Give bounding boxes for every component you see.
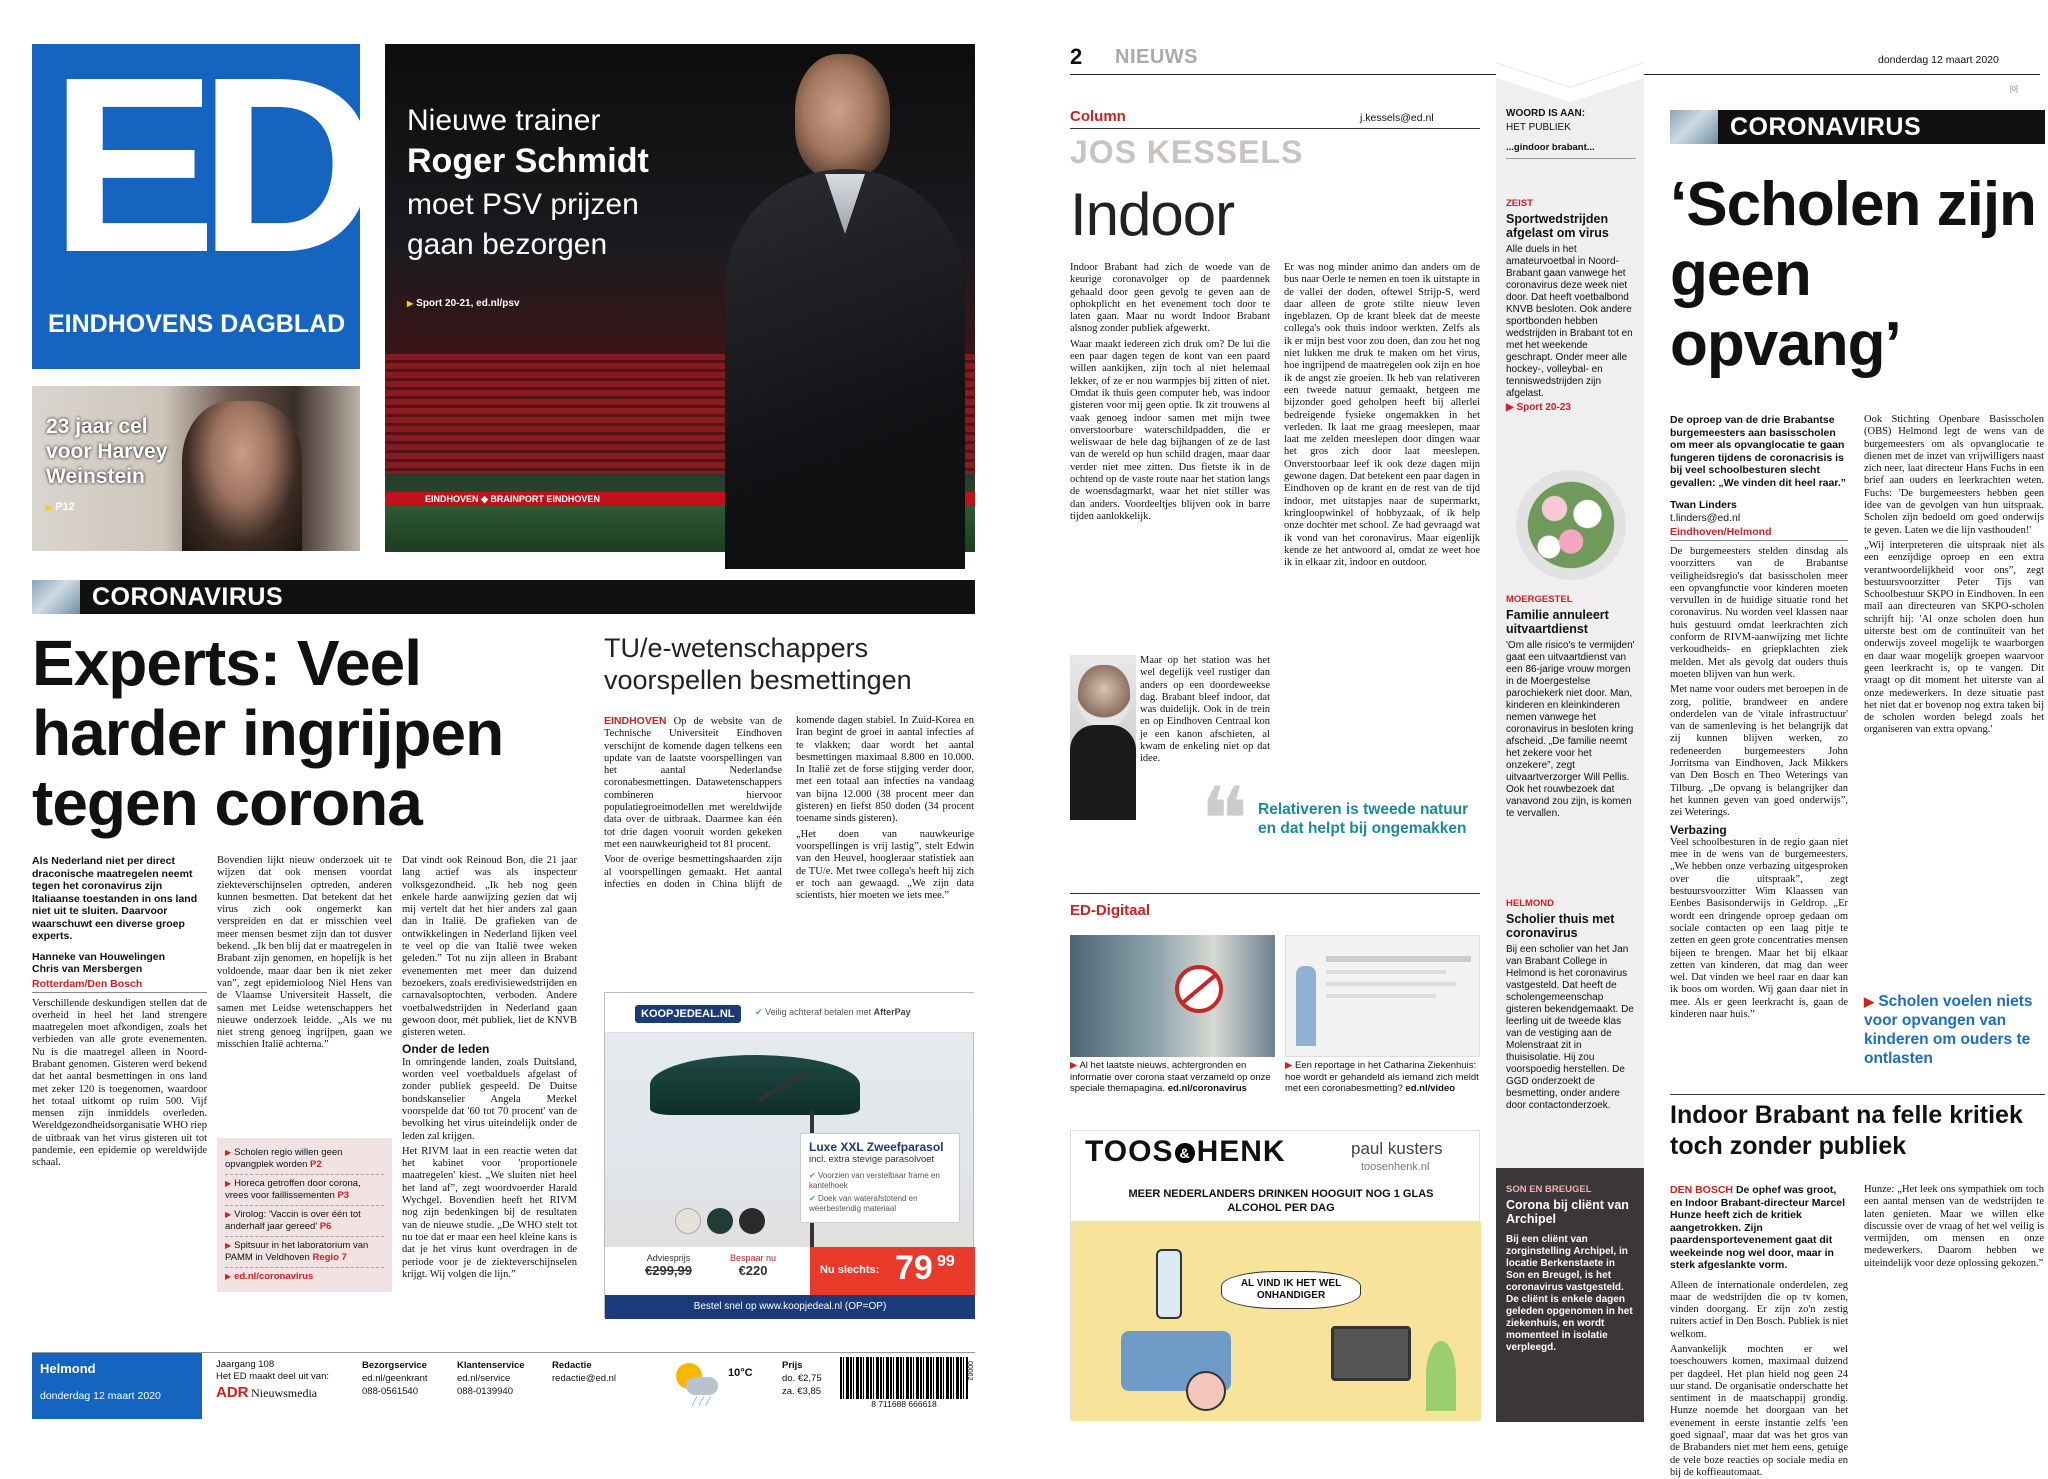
indoor-lead: De ophef was groot, en Indoor Brabant-directeur Marcel Hunze heeft zich de kritiek aangetrokken. Zijn paardensportevenement gaat dit weekeinde nog wel door, maar in sterk afgeslankte vorm. (1670, 1184, 1846, 1271)
section-bar-coronavirus-2 (1670, 110, 2045, 144)
scholen-subhead: Verbazing (1670, 822, 1727, 837)
toc-item[interactable]: ▶ Spitsuur in het laboratorium van PAMM in Veldhoven Regio 7 (225, 1237, 384, 1268)
virus-thumbnail (32, 580, 80, 614)
hero-line3: moet PSV prijzen (407, 188, 639, 221)
tue-body-2: Voor de overige besmettingshaarden zijn al voorspellingen gemaakt. Het aantal infecties en doden in China blijft de komende dagen stabiel. In Zuid-Korea en Iran begint de groei in aantal infecties af te vlakken; daar wordt het aantal besmettingen maximaal 8.800 en 10.000. In Italië zet de forse stijging verder door, met een totaal aan infecties na vandaag van bijna 12.000 (38 procent meer dan gisteren) en liefst 850 doden (34 procent toename sinds gisteren). (604, 715, 974, 890)
ad-product-sub: incl. extra stevige parasolvoet (809, 1154, 935, 1165)
footer-klant[interactable]: Klantenservice ed.nl/service 088-0139940 (457, 1360, 525, 1397)
main-body-3: Dat vindt ook Reinoud Bon, die 21 jaar lang actief was als inspecteur volksgezondheid. „Ik heb nog geen enkele harde aanwijzing gezien dat wij mij vertelt dat het hier anders zal gaan dan in Italië. De grafieken van de ontwikkelingen in Nederland lijken veel te veel op die van Italië twee weken geleden.” Tot nu zijn alleen in Brabant evenementen met meer dan duizend bezoekers, zoals eredivisiewedstrijden en carnavalsoptochten, verboden. Andere voetbalwedstrijden in Nederland gaan gewoon door, mét publiek, liet de KNVB gisteren weten. (402, 855, 577, 1039)
cartoon-drawing (1071, 1221, 1481, 1421)
page-date: donderdag 12 maart 2020 (1878, 54, 1999, 66)
hero-psv[interactable] (385, 44, 975, 552)
page-section: NIEUWS (1115, 46, 1198, 68)
woord-box: WOORD IS AAN: HET PUBLIEK ...gindoor brabant... (1506, 108, 1636, 159)
cartoon-site: toosenhenk.nl (1361, 1161, 1430, 1173)
cartoon-caption: MEER NEDERLANDERS DRINKEN HOOGUIT NOG 1 GLAS ALCOHOL PER DAG (1128, 1188, 1434, 1214)
hero-line1: Nieuwe trainer (407, 104, 601, 137)
masthead-name: EINDHOVENS DAGBLAD (48, 310, 346, 338)
column-email[interactable]: j.kessels@ed.nl (1360, 112, 1434, 124)
weinstein-photo (182, 401, 302, 551)
tue-headline[interactable]: TU/e-wetenschappers voorspellen besmettingen (604, 633, 912, 695)
main-article (32, 855, 207, 1170)
toc-item[interactable]: ▶ Scholen regio willen geen opvangplek worden P2 (225, 1144, 384, 1175)
front-page (0, 0, 1010, 1470)
side-item-moergestel: MOERGESTEL Familie annuleert uitvaartdienst 'Om alle risico's te vermijden' gaat een uitvaartdienst van een 86-jarige vrouw morgen in de Moergestelse parochiekerk niet door. Man, kinderen en kleinkinderen nemen vanwege het coronavirus in besloten kring afscheid. „De familie neemt het zekere voor het onzekere”, zegt uitvaartverzorger Will Pellis. Ook het rouwbezoek dat vanavond zou zijn, is komen te vervallen. (1506, 594, 1635, 819)
main-place: Rotterdam/Den Bosch (32, 978, 207, 993)
main-article-col3 (402, 855, 577, 1325)
column-body-left (1070, 262, 1270, 657)
indoor-body-2: Aanvankelijk mochten er wel toeschouwers komen, maximaal duizend per dagdeel. Het plan hield nog geen 24 uur stand. De organisatie onderschatte het sentiment in de maatschappij grondig. Hunze noemde het doorgaan van het evenement in eerste instantie zelfs 'een goed signaal', maar dat was het gros van de Brabanders niet met hem eens, getuige de vele boze reacties op sociale media en bij de koffieautomaat. (1670, 1343, 1848, 1478)
ad-product-box (800, 1133, 960, 1223)
sidebar-chevron (1496, 62, 1644, 102)
indoor-left (1670, 1184, 1848, 1478)
column-rule (1070, 128, 1480, 129)
section-title: CORONAVIRUS (92, 582, 284, 611)
advertisement[interactable] (604, 992, 974, 1318)
main-byline: Hanneke van Houwelingen Chris van Mersbergen (32, 950, 166, 975)
side-item-zeist: ZEIST Sportwedstrijden afgelast om virus Alle duels in het amateurvoetbal in Noord-Brabant gaan vanwege het coronavirus deze week niet door. Dat heeft voetbalbond KNVB besloten. Ook andere sportbonden hebben wedstrijden in Brabant tot en met het weekende geschrapt. Onder meer alle hockey-, volleybal- en tenniswedstrijden zijn afgelast. ▶ Sport 20-23 (1506, 198, 1633, 413)
toc-box (217, 1138, 392, 1292)
column-kicker: Column (1070, 108, 1126, 125)
side-item-son: SON EN BREUGEL Corona bij cliënt van Archipel Bij een cliënt van zorginstelling Archipel, in locatie Berkenstaete in Son en Breugel, is het coronavirus vastgesteld. De cliënt is enkele dagen geleden opgenomen in het ziekenhuis, en wordt momenteel in isolatie verpleegd. (1496, 1168, 1644, 1422)
digitaal-header: ED-Digitaal (1070, 902, 1151, 919)
column-body-1: Indoor Brabant had zich de woede van de keurige coronavolger op de paardennek gehaald door geen gevolg te geven aan de ophokplicht en het evenement toch door te laten gaan. Maar nu wordt Indoor Brabant alsnog zonder publiek afgewerkt. (1070, 262, 1270, 335)
tue-article (604, 715, 974, 960)
weinstein-title: 23 jaar cel voor Harvey Weinstein (46, 415, 168, 488)
scholen-place: Eindhoven/Helmond (1670, 526, 1848, 541)
section-title-2: CORONAVIRUS (1730, 112, 1922, 141)
toc-item[interactable]: ▶ Horeca getroffen door corona, vrees voor faillissementen P3 (225, 1175, 384, 1206)
scholen-author: Twan Linders (1670, 499, 1737, 511)
toc-item[interactable]: ▶ Virolog: 'Vaccin is over één tot anderhalf jaar gereed' P6 (225, 1206, 384, 1237)
masthead-logo: ED (50, 25, 362, 304)
hero-ref: ▶ Sport 20-21, ed.nl/psv (407, 298, 520, 309)
digitaal-photo-1[interactable] (1070, 935, 1275, 1057)
author-photo (1070, 655, 1136, 820)
main-body-5: Het RIVM laat in een reactie weten dat het kabinet voor 'proportionele maatregelen' kiest. „We sluiten niet heel het land af”, zegt woordvoerder Harald Wychgel. Bovendien heeft het RIVM nog zijn bedenkingen bij de resultaten van de nieuwe studie. „De WHO stelt tot nu toe dat er maar een heel kleine kans is dat je het virus kunt overdragen in de periode voor je de ziekteverschijnselen krijgt. Wij volgen die lijn.” (402, 1145, 577, 1280)
main-body-1: Verschillende deskundigen stellen dat de overheid in heel het land strengere maatregelen moet afkondigen, zoals het verbieden van alle grote evenementen. Nu is die maatregel alleen in Noord-Brabant genomen. Gisteren werd bekend dat het aantal besmettingen in ons land met zeker 120 is toegenomen, waardoor het totaal uitkomt op ruim 500. Vijf mensen zijn inmiddels overleden. Wereldgezondheidsorganisatie WHO riep de uitbraak van het virus gisteren uit tot pandemie, een epidemie op wereldwijde schaal. (32, 997, 207, 1169)
footer-bezorg[interactable]: Bezorgservice ed.nl/geenkrant 088-0561540 (362, 1360, 428, 1397)
footer-redactie[interactable]: Redactie redactie@ed.nl (552, 1360, 617, 1384)
scholen-pullquote: ▶ Scholen voelen niets voor opvangen van kinderen om ouders te ontlasten (1864, 993, 2033, 1067)
scholen-right (1864, 414, 2044, 984)
column-quote: Relativeren is tweede natuur en dat helpt bij ongemakken (1258, 801, 1469, 837)
cartoon-bubble: AL VIND IK HET WEL ONHANDIGER (1221, 1271, 1361, 1309)
ad-price: Nu slechts: 79 99 (810, 1247, 975, 1295)
flowers-photo (1516, 470, 1626, 580)
column-body-photo-wrap (1140, 655, 1270, 773)
indoor-body-1: Alleen de internationale onderdelen, zeg maar de wedstrijden die op tv komen, vinden doorgang. Er zijn zo'n zestig ruiters actief in Den Bosch. Publiek is niet welkom. (1670, 1279, 1848, 1340)
column-body-right (1284, 262, 1480, 772)
scholen-lead: De oproep van de drie Brabantse burgemeesters aan basisscholen om meer als opvanglocatie te gaan fungeren tijdens de coronacrisis is bij veel schoolbesturen slecht gevallen: „We vinden dit heel raar.” (1670, 414, 1847, 489)
scholen-headline[interactable]: ‘Scholen zijn geen opvang’ (1670, 170, 2036, 379)
main-article-col2 (217, 855, 392, 1155)
ad-feature-1: ✔ Voorzien van verstelbaar frame en kantelhoek (809, 1171, 940, 1190)
ad-feature-2: ✔ Doek van waterafstotend en weerbestendig materiaal (809, 1194, 918, 1213)
color-swatch-black[interactable] (739, 1208, 765, 1234)
scholen-left (1670, 414, 1848, 1020)
tue-place: EINDHOVEN (604, 715, 667, 727)
indoor-place: DEN BOSCH (1670, 1184, 1734, 1196)
weather-temp: 10°C (728, 1367, 753, 1379)
ad-pay: ✔ Veilig achteraf betalen met AfterPay (755, 1007, 911, 1017)
hero-line4: gaan bezorgen (407, 228, 608, 261)
indoor-rule (1670, 1094, 2045, 1095)
side-item-helmond: HELMOND Scholier thuis met coronavirus Bij een scholier van het Jan van Brabant College in Helmond is het coronavirus vastgesteld. Dat heeft de scholengemeenschap gisteren bekendgemaakt. De leerling uit de tweede klas van de vestiging aan de Molenstraat zit in thuisisolatie. Hij zou voorspoedig herstellen. De GGD onderzoekt de besmetting, onder andere door contactonderzoek. (1506, 898, 1634, 1111)
parasol-image (650, 1055, 860, 1115)
digitaal-caption-2: ▶ Een reportage in het Catharina Ziekenhuis: hoe wordt er gehandeld als iemand zich meldt met een coronabesmetting? ed.nl/video (1285, 1060, 1479, 1094)
ad-product: Luxe XXL Zweefparasol (809, 1140, 944, 1154)
main-body-4: In omringende landen, zoals Duitsland, worden veel voetbalduels afgelast of zonder publiek gespeeld. De Duitse bondskanselier Angela Merkel voorspelde dat '60 tot 70 procent' van de bevolking het virus uiteindelijk onder de leden zal krijgen. (402, 1056, 577, 1142)
column-body-2: Waar maakt iedereen zich druk om? De lui die een paar dagen tegen de kont van een paard willen aankijken, zijn toch al niet helemaal lekker, of ze er nou warmpjes bij zitten of niet. Omdat ik thuis geen computer heb, was indoor gisteren voor mij geen optie. Ik zit trouwens al vaak genoeg indoor samen met mijn twee onverstoorbare waterschildpadden, die er weliswaar de hele dag bijhangen of ze de last van de wereld op hun schild dragen, maar daar verder niet mee zitten. Dus fietste ik in de ochtend op de vaste route naar het station langs de woensdagmarkt, waar het niet stiller was dan anders. Voordeeltjes blijven ook in barre tijden aanlokkelijk. (1070, 338, 1270, 522)
footer-edition: Helmond donderdag 12 maart 2020 (32, 1353, 202, 1419)
color-swatch-green[interactable] (707, 1208, 733, 1234)
footer-publisher: Jaargang 108 Het ED maakt deel uit van: ADR Nieuwsmedia (216, 1359, 329, 1401)
main-subhead: Onder de leden (402, 1042, 490, 1057)
scholen-body-3: Veel schoolbesturen in de regio gaan niet mee in de wens van de burgemeesters. „We hebben onze verbazing uitgesproken over die uitspraak”, zegt bestuursvoorzitter Wim Klaassen van Eenbes Basisonderwijs in Geldrop. „Er wordt een dringende oproep gedaan om sociale contacten op een laag pitje te zetten en geen grote concentraties mensen bijeen te brengen. Maar het bij elkaar zetten van kinderen, dat mag dan weer wel. Dat vinden we heel raar en daar kan ik boos om worden. Wij gaan daar niet in mee. Als er geen leerkracht is, gaan de kinderen naar huis.” (1670, 836, 1848, 1020)
scholen-body-4: Ook Stichting Openbare Basisscholen (OBS) Helmond legt de wens van de burgemeesters om als opvanglocatie te dienen met de inzet van vrijwilligers naast zich neer, laat directeur Hans Fuchs in een brief aan ouders en leerkrachten weten. Fuchs: 'De burgemeesters hebben geen idee van de gevolgen van hun uitspraak. Scholen zijn bedoeld om goed onderwijs te geven. Laten we die lijn vasthouden!' (1864, 414, 2044, 536)
column-author: JOS KESSELS (1070, 134, 1304, 170)
column-title[interactable]: Indoor (1070, 181, 1235, 248)
ad-brand: KOOPJEDEAL.NL (635, 1005, 741, 1023)
scholen-body-1: De burgemeesters stelden dinsdag als voorzitters van de Brabantse veiligheidsregio's dat basisscholen meer een opvangfunctie voor kinderen moeten vervullen in de huidige situatie rond het coronavirus. Nu worden veel klassen naar huis gestuurd omdat leerkrachten zich conform de RIVM-aanwijzing met lichte verkoudheids- en griepklachten ziek melden. Met als gevolg dat ouders thuis moeten blijven van hun werk. (1670, 546, 1848, 680)
tue-body-3: „Het doen van nauwkeurige voorspellingen is vrij lastig”, stelt Edwin van den Heuvel, hoogleraar statistiek aan de TU/e. Met twee collega's heeft hij zich er toch aan gewaagd. „We zijn data scientists, hier moeten we iets mee.” (796, 828, 974, 902)
toc-list (217, 1138, 392, 1292)
ad-header (605, 993, 975, 1033)
column-body-4: Er was nog minder animo dan anders om de bus naar Oerle te nemen en toen ik uitstapte in de vallei der doden, oftewel Strijp-S, werd daar alleen de grote stilte nieuw leven ingeblazen. Op de krant bleek dat de meeste collega's ook thuis indoor werkten. Zelfs als ik er mijn best voor zou doen, dan zou het nog niet lukken me druk te maken om het virus, hoe ingrijpend de maatregelen ook zijn en hoe ik de angst zie groeien. Ik heb van relativeren een tweede natuur gemaakt, hetgeen me bijzonder goed geholpen heeft bij allerlei bedreigende fysieke ongemakken in het verleden. Ik laat me graag meeslepen, maar laat me zelden meeslepen door dingen waar het gros zich door laat meeslepen. Onverstoorbaar leef ik ook deze dagen mijn gewone dagen. Dat betekent een paar dagen in Eindhoven op de krant en de rest van de tijd indoor, met uitstapjes naar de supermarkt, kringloopwinkel of hobbyzaak, of ik help onze dochter met school. Ze had gevraagd wat ik vond van het coronavirus. Maar eigenlijk kende ze het antwoord al, omdat ze weet hoe ik in elkaar zit, indoor en outdoor. (1284, 262, 1480, 569)
cartoon-title: TOOS & HENK (1085, 1135, 1286, 1168)
cartoon-author: paul kusters (1351, 1139, 1443, 1158)
main-lead: Als Nederland niet per direct draconische maatregelen neemt tegen het coronavirus zijn Italiaanse toestanden in ons land niet uit te sluiten. Daarvoor waarschuwt een diverse groep experts. (32, 855, 198, 942)
indoor-headline[interactable]: Indoor Brabant na felle kritiek toch zonder publiek (1670, 1101, 2023, 1160)
digitaal-rule (1070, 893, 1480, 894)
indoor-right (1864, 1184, 2044, 1420)
barcode-side: 00062 (966, 1361, 973, 1381)
weinstein-ref: ▶ P12 (46, 501, 75, 513)
main-headline[interactable]: Experts: Veel harder ingrijpen tegen corona (32, 627, 504, 839)
scholen-body-5: „Wij interpreteren die uitspraak niet als een eenzijdige oproep en een extra verantwoordelijkheid voor ons”, zegt bestuursvoorzitter Peter Tijs van Schoolbestuur SKPO in Eindhoven. In een mail aan directeuren van SKPO-scholen schrijft hij: 'Al onze scholen doen hun uiterste best om de continuïteit van het onderwijs zoveel mogelijk te waarborgen en daar waar mogelijk groepen waarvoor geen leerkracht is, op te vangen. Dit vraagt op dit moment het uiterste van al onze medewerkers. In deze situatie past het niet dat er bovenop nog extra taken bij de scholen worden belegd zoals het organiseren van extra opvang.' (1864, 539, 2044, 736)
tue-body-1: Op de website van de Technische Universiteit Eindhoven verschijnt de komende dagen telkens een update van de laatste voorspellingen van het aantal Nederlandse coronabesmettingen. Datawetenschappers combineren hiervoor populatiegroeimodellen met wereldwijde data over de uitbraak. Daarmee kan één tot drie dagen vooruit worden gekeken met een nauwkeurigheid tot 81 procent. (604, 716, 783, 850)
scholen-email[interactable]: t.linders@ed.nl (1670, 511, 1741, 524)
cartoon-toos-en-henk[interactable] (1070, 1130, 1480, 1420)
ad-advies: Adviesprijs €299,99 (645, 1253, 692, 1278)
barcode: 8 711688 666618 (840, 1357, 968, 1415)
digitaal-photo-2[interactable] (1285, 935, 1480, 1057)
column-body-3: Maar op het station was het wel degelijk veel rustiger dan anders op een doordeweekse dag. Brabant bleef indoor, dat was duidelijk. Ook in de trein en op Eindhoven Centraal kon je een kanon afschieten, al kwam de enkeling niet op dat idee. (1140, 655, 1270, 765)
color-swatch-beige[interactable] (675, 1208, 701, 1234)
schmidt-photo (685, 44, 975, 552)
page-2 (1030, 0, 2048, 1478)
woord-link[interactable]: ...gindoor brabant... (1506, 142, 1636, 159)
page-date-small: [0] (2010, 86, 2018, 93)
weather-icon: ╱ ╱ ╱ (672, 1361, 718, 1407)
hero-line2: Roger Schmidt (407, 142, 649, 180)
ad-footer[interactable]: Bestel snel op www.koopjedeal.nl (OP=OP) (605, 1295, 975, 1319)
toc-item[interactable]: ▶ ed.nl/coronavirus (225, 1271, 314, 1282)
digitaal-caption-1: ▶ Al het laatste nieuws, achtergronden en informatie over corona staat verzameld op onze speciale themapagina. ed.nl/coronavirus (1070, 1060, 1271, 1094)
front-footer (32, 1352, 975, 1418)
indoor-body-3: Hunze: „Het leek ons sympathiek om toch een aantal mensen van de wedstrijden te laten genieten. Maar we willen elke discussie over de vraag of het wel veilig is vermijden, om mensen en onze medewerkers. Daarom hebben we uiteindelijk voor deze oplossing gekozen.” (1864, 1184, 2044, 1269)
main-body-2: Bovendien lijkt nieuw onderzoek uit te wijzen dat ook mensen voordat ziekteverschijnselen optreden, anderen kunnen besmetten. Dat betekent dat het virus zich ook ongemerkt kan verspreiden en dat er misschien veel meer mensen besmet zijn dan tot dusver bekend. „Ik ben blij dat er maatregelen in Brabant zijn genomen, en hopelijk is het voldoende, maar daar ben ik niet zeker van”, zegt epidemioloog Niel Hens van de Vlaamse Universiteit Hasselt, die samen met Leidse wetenschappers het nieuwe onderzoek leidde. „Als we nu niet streng genoeg ingrijpen, gaan we misschien Italië achterna.” (217, 855, 392, 1051)
virus-thumbnail-2 (1670, 110, 1718, 144)
scholen-body-2: Met name voor ouders met beroepen in de zorg, politie, brandweer en andere onderdelen van de 'vitale infrastructuur' van de samenleving is het belangrijk dat zij kunnen blijven werken, zo redeneerden burgemeesters John Jorritsma van Eindhoven, Jack Mikkers van Den Bosch en Theo Weterings van Tilburg. „De opvang is belangrijker dan het kunnen geven van goed onderwijs”, zei Weterings. (1670, 684, 1848, 819)
masthead[interactable] (32, 25, 362, 369)
footer-prijs: Prijs do. €2,75 za. €3,85 (782, 1360, 822, 1397)
ad-price-bar (605, 1247, 975, 1295)
weinstein-teaser[interactable] (32, 386, 360, 551)
ad-bespaar: Bespaar nu €220 (730, 1253, 777, 1278)
quote-mark-icon: ❝ (1200, 772, 1249, 871)
section-bar-coronavirus (32, 580, 975, 614)
stadium-led-board: EINDHOVEN ◆ BRAINPORT EINDHOVEN (385, 492, 975, 506)
page-number: 2 (1070, 44, 1083, 69)
